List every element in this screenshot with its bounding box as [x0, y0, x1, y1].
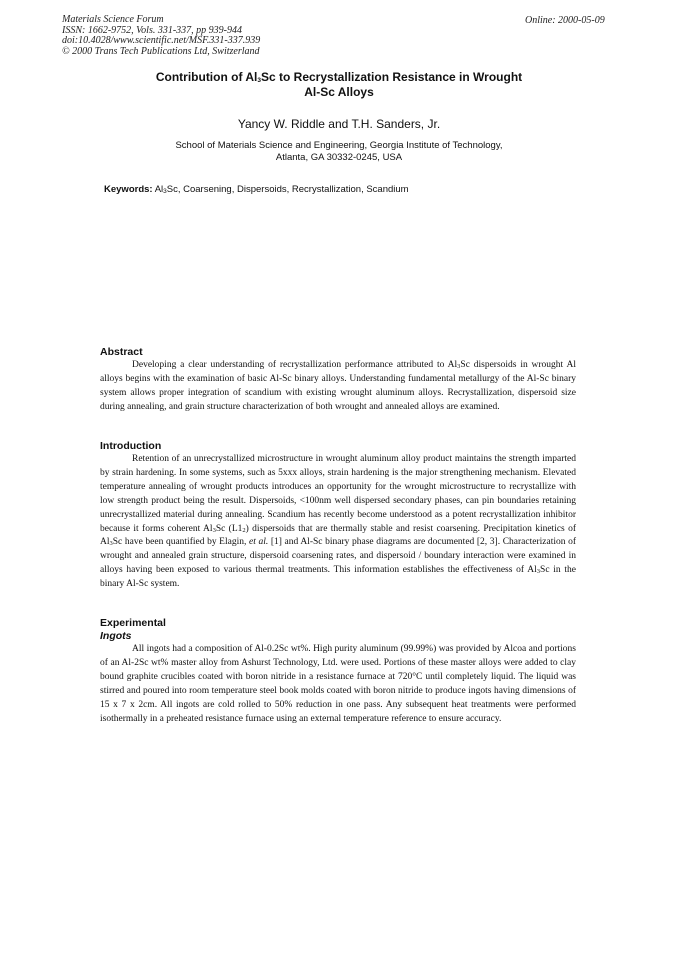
abstract-heading: Abstract	[100, 346, 143, 358]
abstract-text-2: Sc dispersoids in wrought Al alloys begins with the examination of basic Al-Sc binary alloys. Understanding fundamental metallurgy of the Al-Sc binary system allows proper integration of scandium with existing wrought aluminum alloys. Recrystallization, dispersoid size during annealing, and grain structure characterization of both wrought and annealed alloys are examined.	[100, 360, 577, 412]
copyright-line: © 2000 Trans Tech Publications Ltd, Switzerland	[62, 45, 260, 57]
title-line-2: Al-Sc Alloys	[304, 85, 374, 99]
introduction-heading: Introduction	[100, 440, 162, 452]
intro-text-4: Sc have been quantified by Elagin,	[112, 537, 249, 548]
journal-name: Materials Science Forum	[62, 14, 164, 25]
affiliation-line-1: School of Materials Science and Engineering, Georgia Institute of Technology,	[175, 140, 503, 151]
intro-sub-2: 2	[242, 526, 246, 534]
affiliation	[120, 140, 558, 164]
experimental-body: All ingots had a composition of Al-0.2Sc wt%. High purity aluminum (99.99%) was provided by Alcoa and portions of an Al-2Sc wt% master alloy from Ashurst Technology, Ltd. were used. Portions of these master alloys were added to clay bound graphite crucibles coated with boron nitride in a resistance furnace at 720°C until completely liquid. The liquid was stirred and poured into room temperature steel book molds coated with boron nitride to produce ingots having dimensions of 15 x 7 x 2cm. All ingots are cold rolled to 50% reduction in one pass. Any subsequent heat treatments were performed isothermally in a preheated resistance furnace using an external temperature reference to ensure accuracy.	[100, 644, 576, 724]
title-text-a: Contribution of Al	[155, 70, 258, 84]
paper-title	[100, 70, 578, 100]
intro-text-2: Sc (L1	[215, 523, 243, 534]
journal-header	[62, 15, 260, 57]
abstract-body	[100, 359, 576, 415]
authors: Yancy W. Riddle and T.H. Sanders, Jr.	[237, 117, 441, 131]
introduction-body	[100, 453, 576, 592]
keywords-subscript: 3	[163, 188, 167, 195]
doi-line: doi:10.4028/www.scientific.net/MSF.331-337.939	[62, 35, 261, 46]
abstract-sub-1: 3	[457, 363, 461, 370]
keywords-label: Keywords:	[104, 184, 153, 195]
intro-sub-4: 3	[536, 568, 541, 576]
title-text-b: Sc to Recrystallization Resistance in Wrought	[260, 70, 523, 84]
intro-text-3: ) dispersoids that are thermally stable and resist coarsening. Precipitation kinetics of Al	[100, 523, 577, 548]
intro-sub-3: 3	[109, 540, 113, 548]
issn-line: ISSN: 1662-9752, Vols. 331-337, pp 939-944	[62, 24, 242, 36]
ingots-subheading: Ingots	[100, 630, 132, 642]
experimental-heading: Experimental	[100, 617, 166, 629]
keywords-text-b: Sc, Coarsening, Dispersoids, Recrystallization, Scandium	[166, 184, 409, 195]
online-date: Online: 2000-05-09	[525, 15, 605, 26]
affiliation-line-2: Atlanta, GA 30332-0245, USA	[275, 152, 403, 163]
intro-text-1: Retention of an unrecrystallized microstructure in wrought aluminum alloy product maintains the strength imparted by strain hardening. In some systems, such as 5xxx alloys, strain hardening is the major strengthening mechanism. Elevated temperature annealing of wrought products introduces an opportunity for the wrought microstructure to recrystallize with low strength product being the result. Dispersoids, <100nm well dispersed secondary phases, can pin boundaries retaining unrecrystallized material during annealing. Scandium has recently become understood as a potent recrystallization inhibitor because it forms coherent Al	[100, 454, 576, 534]
abstract-text-1: Developing a clear understanding of recrystallization performance attributed to Al	[132, 360, 458, 370]
keywords-text-a: Al	[152, 184, 164, 195]
title-subscript: 3	[257, 77, 261, 84]
intro-text-6: Sc in the binary Al-Sc system.	[100, 565, 577, 590]
title-line-1	[100, 70, 578, 85]
intro-text-5: [1] and Al-Sc binary phase diagrams are documented [2, 3]. Characterization of wrought and annealed grain structure, dispersoid coarsening rates, and dispersoid / boundary interaction were examined in alloys having been exposed to various thermal treatments. This information establishes the effectiveness of Al	[100, 537, 576, 576]
intro-etal: et al.	[248, 537, 269, 548]
intro-sub-1: 3	[212, 526, 216, 534]
keywords	[104, 184, 409, 195]
